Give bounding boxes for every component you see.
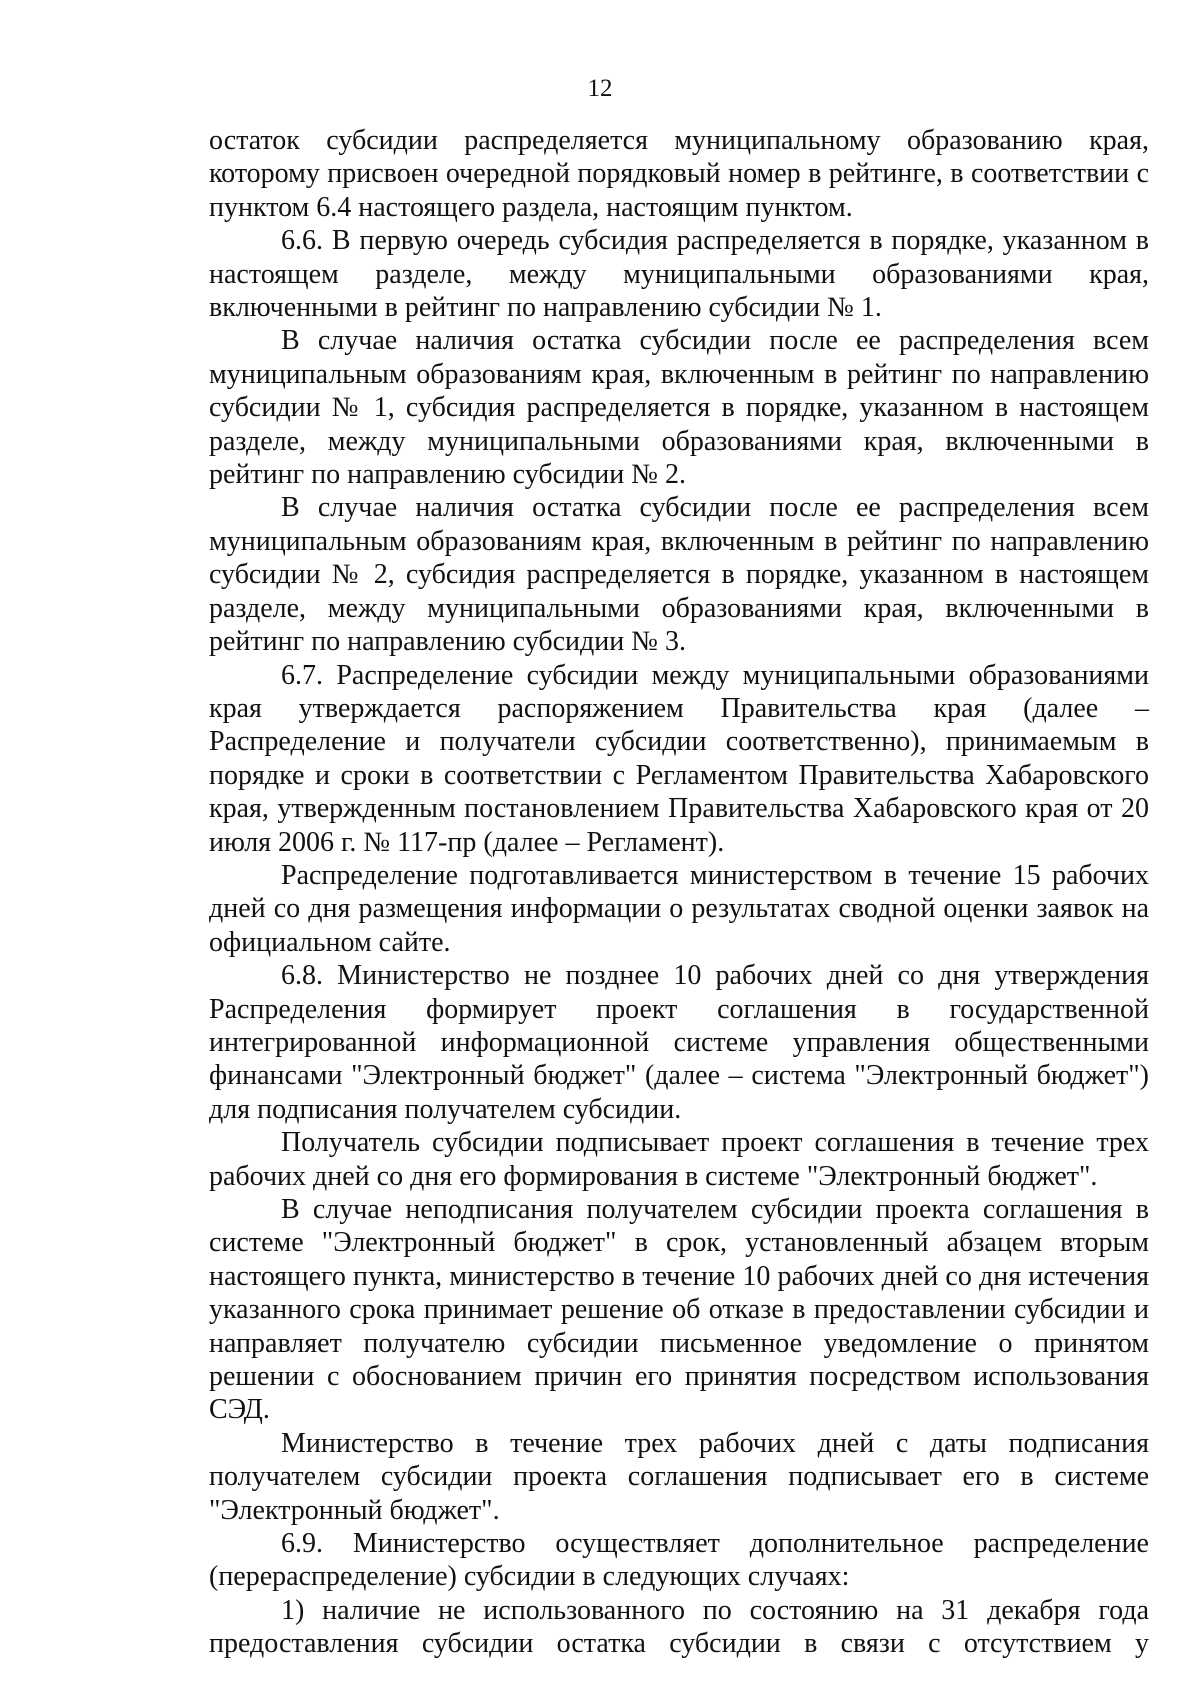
paragraph: В случае неподписания получателем субсидии проекта соглашения в системе "Электронный бюджет" в срок, установленный абзацем вторым настоящего пункта, министерство в течение 10 рабочих дней со дня истечения указанного срока принимает решение об отказе в предоставлении субсидии и направляет получателю субсидии письменное уведомление о принятом решении с обоснованием причин его принятия посредством использования СЭД. — [209, 1194, 1149, 1426]
paragraph: Получатель субсидии подписывает проект соглашения в течение трех рабочих дней со дня его формирования в системе "Электронный бюджет". — [209, 1127, 1149, 1192]
paragraph: В случае наличия остатка субсидии после ее распределения всем муниципальным образованиям края, включенным в рейтинг по направлению субсидии № 2, субсидия распределяется в порядке, указанном в настоящем разделе, между муниципальными образованиями края, включенными в рейтинг по направлению субсидии № 3. — [209, 492, 1149, 658]
paragraph: Распределение подготавливается министерством в течение 15 рабочих дней со дня размещения информации о результатах сводной оценки заявок на официальном сайте. — [209, 859, 1149, 958]
paragraph: 6.7. Распределение субсидии между муниципальными образованиями края утверждается распоряжением Правительства края (далее – Распределение и получатели субсидии соответственно), принимаемым в порядке и сроки в соответствии с Регламентом Правительства Хабаровского края, утвержденным постановлением Правительства Хабаровского края от 20 июля 2006 г. № 117-пр (далее – Регламент). — [209, 659, 1149, 858]
page-number: 12 — [587, 75, 613, 102]
paragraph: 6.6. В первую очередь субсидия распределяется в порядке, указанном в настоящем разделе, между муниципальными образованиями края, включенными в рейтинг по направлению субсидии № 1. — [209, 225, 1149, 324]
paragraph: остаток субсидии распределяется муниципальному образованию края, которому присвоен очередной порядковый номер в рейтинге, в соответствии с пунктом 6.4 настоящего раздела, настоящим пунктом. — [209, 125, 1149, 223]
paragraph: В случае наличия остатка субсидии после ее распределения всем муниципальным образованиям края, включенным в рейтинг по направлению субсидии № 1, субсидия распределяется в порядке, указанном в настоящем разделе, между муниципальными образованиями края, включенными в рейтинг по направлению субсидии № 2. — [209, 325, 1149, 491]
paragraph: Министерство в течение трех рабочих дней с даты подписания получателем субсидии проекта соглашения подписывает его в системе "Электронный бюджет". — [209, 1427, 1149, 1526]
document-body — [209, 124, 1149, 1661]
paragraph: 1) наличие не использованного по состоянию на 31 декабря года предоставления субсидии остатка субсидии в связи с отсутствием у — [209, 1594, 1149, 1660]
paragraph: 6.9. Министерство осуществляет дополнительное распределение (перераспределение) субсидии в следующих случаях: — [209, 1528, 1149, 1593]
paragraph: 6.8. Министерство не позднее 10 рабочих дней со дня утверждения Распределения формирует проект соглашения в государственной интегрированной информационной системе управления общественными финансами "Электронный бюджет" (далее – система "Электронный бюджет") для подписания получателем субсидии. — [209, 960, 1149, 1125]
